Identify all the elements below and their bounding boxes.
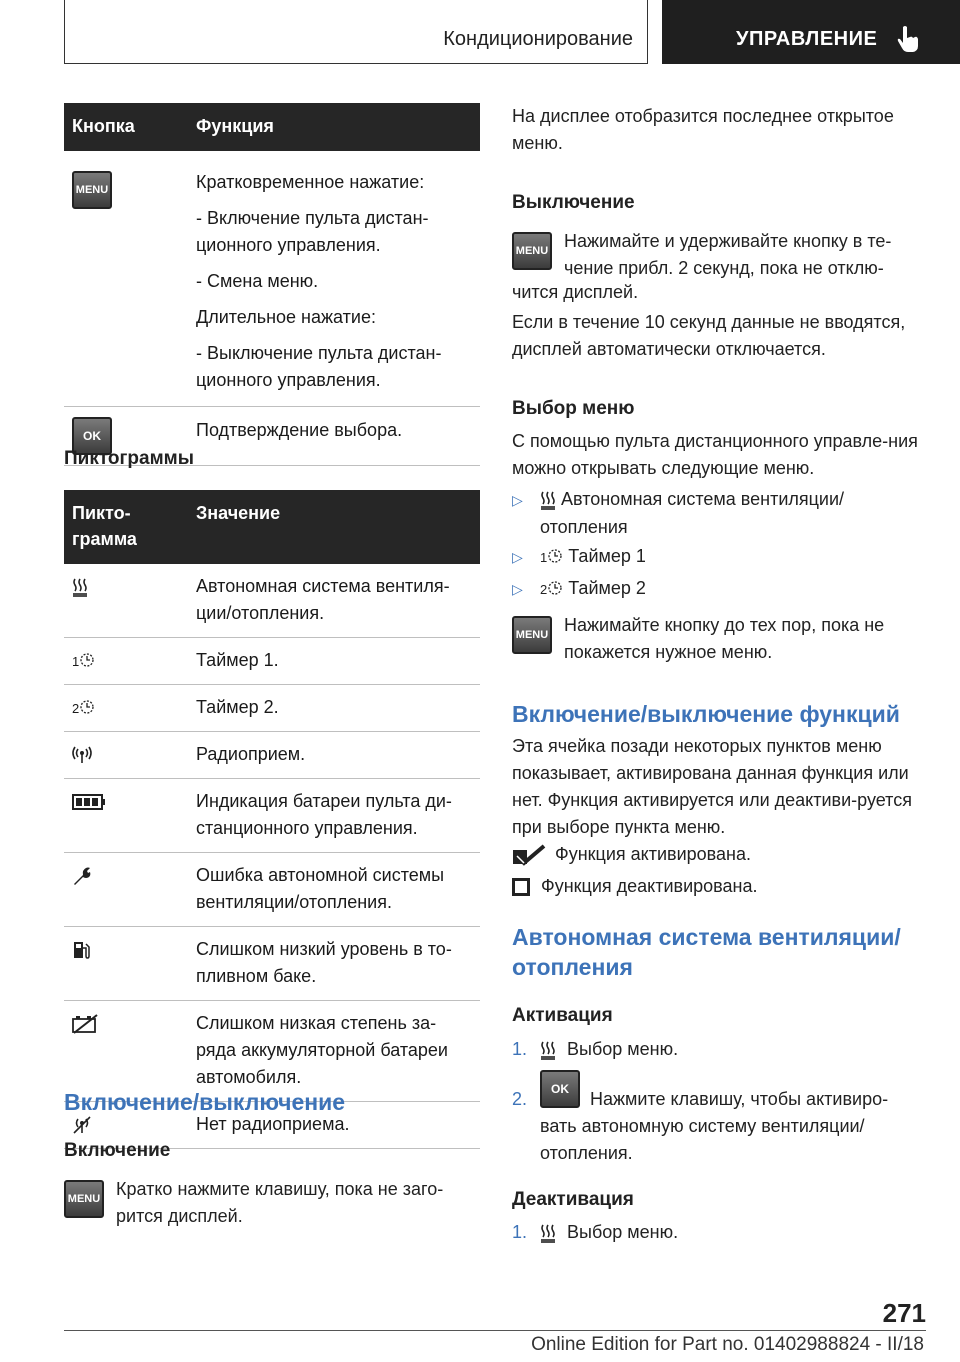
function-line: Кратковременное нажатие: <box>196 172 425 192</box>
column-header-function: Функция <box>188 103 480 151</box>
function-line: Длительное нажатие: <box>196 307 376 327</box>
menu-button-icon: MENU <box>512 616 552 654</box>
timer-icon: 2 <box>540 580 563 596</box>
bullet-triangle-icon: ▷ <box>512 549 523 565</box>
auto-off-text: Если в течение 10 секунд данные не вводятся, дисплей автоматически отключается. <box>512 312 906 359</box>
menu-button-icon: MENU <box>512 232 552 270</box>
on-heading: Включение <box>64 1140 171 1161</box>
table-row <box>64 732 480 779</box>
table-row <box>64 685 480 732</box>
page-number: 271 <box>882 1298 926 1328</box>
pictogram-meaning: Нет радиоприема. <box>188 1102 480 1149</box>
no-signal-icon <box>72 1115 92 1135</box>
pictogram-meaning: Ошибка автономной системы вентиляции/отопления. <box>188 853 480 927</box>
functions-text: Эта ячейка позади некоторых пунктов меню показывает, активирована данная функция или нет. Функция активируется или деактиви-руется при выборе пункта меню. <box>512 736 912 837</box>
step-text: Нажмите клавишу, чтобы активиро-вать автономную систему вентиляции/ отопления. <box>540 1089 889 1163</box>
menu-list-item <box>512 486 932 541</box>
activation-heading: Активация <box>512 1005 613 1026</box>
function-line: - Включение пульта дистан-ционного управления. <box>196 208 429 255</box>
timer-icon: 1 <box>72 652 95 668</box>
chapter-title: Кондиционирование <box>443 28 633 50</box>
menu-item-label: Таймер 1 <box>568 546 646 566</box>
menu-item-label: Таймер 2 <box>568 578 646 598</box>
deactivated-row <box>512 873 932 900</box>
column-header-button: Кнопка <box>64 103 188 151</box>
timer-icon: 2 <box>72 699 95 715</box>
table-header-row <box>64 490 480 564</box>
menu-item-label: Автономная система вентиляции/ <box>561 489 845 509</box>
bullet-triangle-icon: ▷ <box>512 492 523 508</box>
functions-heading: Включение/выключение функций <box>512 701 900 727</box>
deactivated-label: Функция деактивирована. <box>541 876 758 896</box>
function-line: Подтверждение выбора. <box>196 420 403 440</box>
function-line: - Выключение пульта дистан-ционного управления. <box>196 343 442 390</box>
radio-signal-icon <box>72 746 92 764</box>
hand-pointer-icon <box>894 24 922 54</box>
wrench-icon <box>72 866 92 886</box>
button-function-table <box>64 103 480 466</box>
ventilation-icon <box>72 577 88 597</box>
table-row <box>64 564 480 638</box>
activated-row <box>512 841 932 868</box>
step-text: Выбор меню. <box>567 1039 679 1059</box>
bullet-triangle-icon: ▷ <box>512 581 523 597</box>
menu-select-heading: Выбор меню <box>512 398 635 419</box>
deactivation-heading: Деактивация <box>512 1189 634 1210</box>
table-row <box>64 151 480 407</box>
last-menu-text: На дисплее отобразится последнее открытое меню. <box>512 106 894 153</box>
on-text: Кратко нажмите клавишу, пока не заго-рится дисплей. <box>116 1179 444 1226</box>
header-section-box <box>662 0 960 64</box>
table-row <box>64 927 480 1001</box>
battery-icon <box>72 794 106 810</box>
activation-step <box>512 1036 932 1063</box>
checkbox-checked-icon <box>512 844 546 866</box>
edition-text: Online Edition for Part no. 01402988824 - II/18 <box>531 1334 924 1355</box>
menu-list-item <box>512 575 932 603</box>
pictogram-meaning: Автономная система вентиля-ции/отопления. <box>188 564 480 638</box>
section-title: УПРАВЛЕНИЕ <box>736 28 878 50</box>
step-text: Выбор меню. <box>567 1222 679 1242</box>
table-row <box>64 853 480 927</box>
pictogram-meaning: Таймер 2. <box>188 685 480 732</box>
ok-button-icon: OK <box>72 417 112 455</box>
low-battery-icon <box>72 1014 98 1034</box>
menu-select-text: С помощью пульта дистанционного управле-ния можно открывать следующие меню. <box>512 431 918 478</box>
footer-divider <box>64 1330 926 1331</box>
ventilation-icon <box>540 1223 556 1243</box>
menu-item-label-cont: отопления <box>540 517 628 537</box>
pictogram-meaning: Радиоприем. <box>188 732 480 779</box>
menu-button-icon: MENU <box>72 171 112 209</box>
table-row <box>64 638 480 685</box>
pictogram-meaning: Слишком низкая степень за-ряда аккумуляторной батареи автомобиля. <box>188 1001 480 1102</box>
ok-button-icon: OK <box>540 1070 580 1108</box>
column-header-pictogram: Пикто-грамма <box>64 490 188 564</box>
ventilation-icon <box>540 490 556 510</box>
pictogram-table <box>64 490 480 1149</box>
activated-label: Функция активирована. <box>555 844 751 864</box>
deactivation-step <box>512 1219 932 1246</box>
function-line: - Смена меню. <box>196 271 319 291</box>
press-text: Нажимайте кнопку до тех пор, пока не покажется нужное меню. <box>564 615 885 662</box>
off-text-b: чится дисплей. <box>512 282 639 302</box>
off-text-a: Нажимайте и удерживайте кнопку в те-чение прибл. 2 секунд, пока не отклю- <box>564 231 892 278</box>
column-header-meaning: Значение <box>188 490 480 564</box>
pictogram-meaning: Слишком низкий уровень в то-пливном баке. <box>188 927 480 1001</box>
step-number: 1. <box>512 1222 528 1242</box>
pictograms-heading: Пиктограммы <box>64 448 194 469</box>
checkbox-empty-icon <box>512 878 530 896</box>
aux-heading: Автономная система вентиляции/ отопления <box>512 924 901 980</box>
table-row <box>64 779 480 853</box>
fuel-icon <box>72 940 90 960</box>
pictogram-meaning: Таймер 1. <box>188 638 480 685</box>
menu-button-icon: MENU <box>64 1180 104 1218</box>
step-number: 1. <box>512 1039 528 1059</box>
ventilation-icon <box>540 1040 556 1060</box>
pictogram-meaning: Индикация батареи пульта ди-станционного управления. <box>188 779 480 853</box>
step-number: 2. <box>512 1089 528 1109</box>
off-heading: Выключение <box>512 192 635 213</box>
table-header-row <box>64 103 480 151</box>
onoff-heading: Включение/выключение <box>64 1089 346 1115</box>
timer-icon: 1 <box>540 548 563 564</box>
menu-list-item <box>512 543 932 571</box>
header-chapter-box <box>64 0 648 64</box>
